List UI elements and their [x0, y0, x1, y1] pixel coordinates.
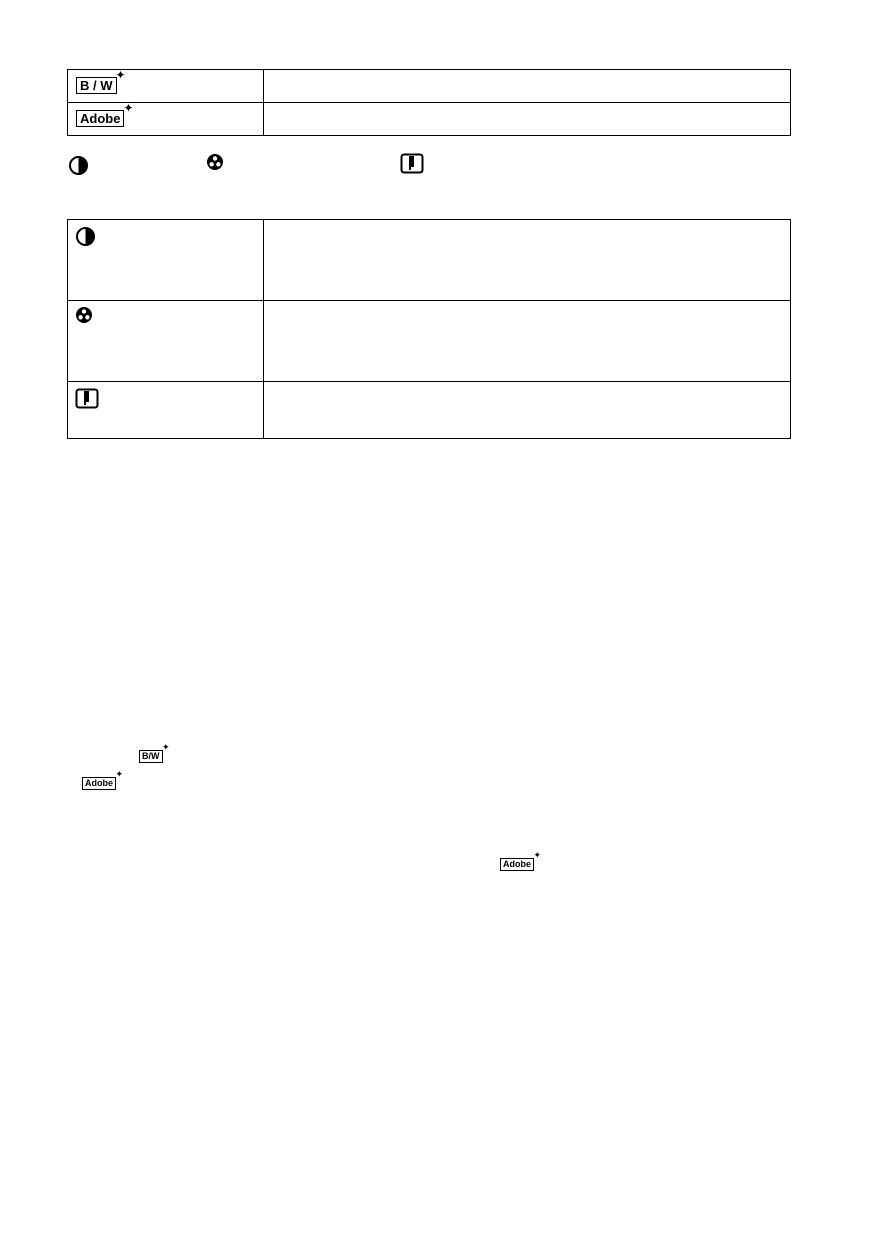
sparkle-icon: ✦	[533, 850, 541, 860]
adobe-badge	[82, 769, 123, 790]
table-cell	[264, 70, 791, 103]
table-cell	[264, 220, 791, 301]
bw-badge-label: B / W	[80, 78, 113, 93]
table-row	[68, 103, 791, 136]
table-row	[68, 301, 791, 382]
adobe-badge	[500, 850, 541, 871]
table-cell	[68, 220, 264, 301]
adobe-badge-label: Adobe	[85, 778, 113, 788]
adobe-badge	[76, 101, 134, 127]
table-cell	[68, 70, 264, 103]
table-cell	[264, 382, 791, 439]
adobe-badge-label: Adobe	[80, 111, 121, 126]
bw-badge	[76, 68, 126, 94]
bw-badge-label: B/W	[142, 751, 160, 761]
table-cell	[68, 103, 264, 136]
sparkle-icon: ✦	[161, 742, 170, 752]
table-row	[68, 382, 791, 439]
bw-badge	[139, 742, 170, 763]
table-row	[68, 220, 791, 301]
settings-table	[67, 219, 791, 439]
adobe-badge-label: Adobe	[503, 859, 531, 869]
table-cell	[264, 301, 791, 382]
saturation-icon	[206, 153, 224, 171]
sharpness-icon	[75, 388, 263, 414]
contrast-icon	[68, 155, 89, 176]
table-cell	[68, 301, 264, 382]
table-cell	[68, 382, 264, 439]
sparkle-icon: ✦	[123, 101, 134, 115]
saturation-icon	[75, 306, 263, 329]
table-row	[68, 70, 791, 103]
table-cell	[264, 103, 791, 136]
sparkle-icon: ✦	[115, 68, 126, 82]
contrast-icon	[75, 226, 263, 252]
sharpness-icon	[400, 153, 424, 174]
badge-table	[67, 69, 791, 136]
sparkle-icon: ✦	[115, 769, 123, 779]
